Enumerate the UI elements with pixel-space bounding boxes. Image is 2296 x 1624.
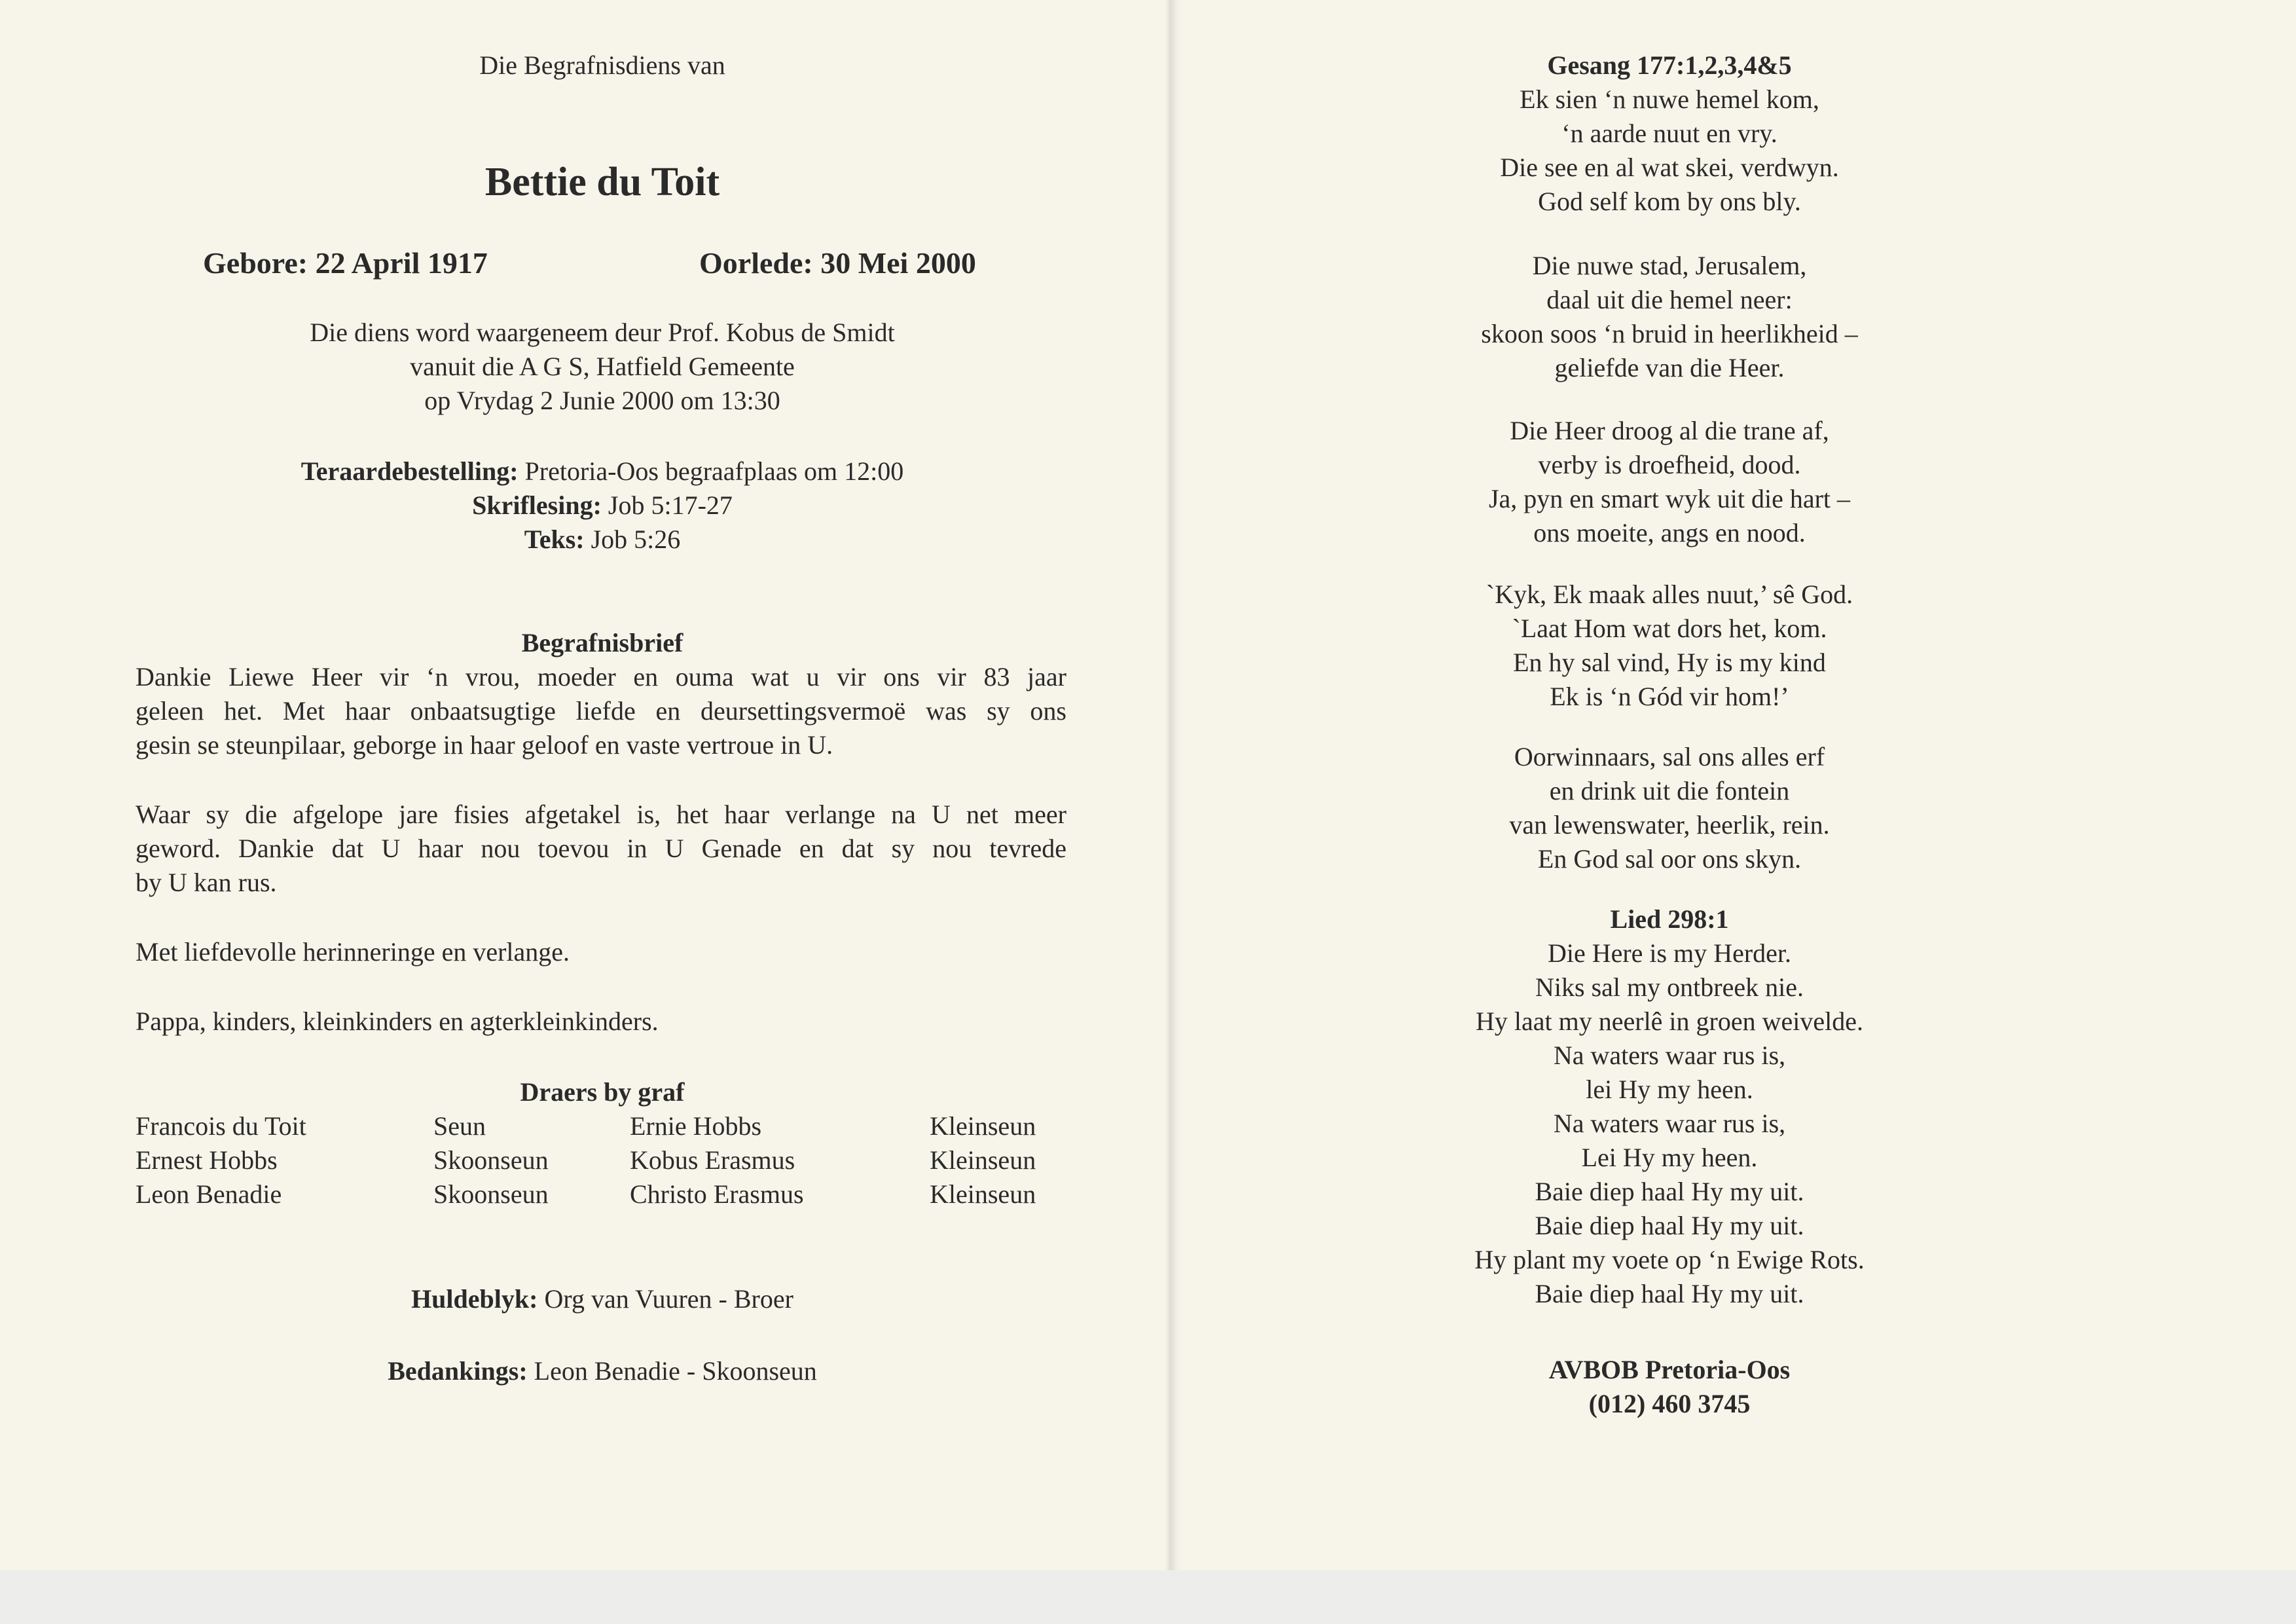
bearer-relation: Seun: [433, 1111, 486, 1141]
lyric-line: Na waters waar rus is,: [1553, 1041, 1786, 1070]
song-title: Lied 298:1: [1610, 904, 1729, 934]
paragraph-line: geleen het. Met haar onbaatsugtige liefde en deursettingsvermoë was sy ons: [136, 696, 1066, 726]
bearer-relation: Kleinseun: [930, 1111, 1036, 1141]
lyric-line: Hy plant my voete op ‘n Ewige Rots.: [1474, 1245, 1865, 1274]
paragraph-line: geword. Dankie dat U haar nou toevou in U Genade en dat sy nou tevrede: [136, 834, 1066, 863]
lyric-line: `Kyk, Ek maak alles nuut,’ sê God.: [1485, 580, 1853, 609]
letter-closing: Met liefdevolle herinneringe en verlange.: [136, 937, 570, 967]
bearer-name: Kobus Erasmus: [630, 1145, 795, 1175]
bearer-name: Ernie Hobbs: [630, 1111, 762, 1141]
page-fold: [1165, 0, 1181, 1570]
lyric-line: geliefde van die Heer.: [1554, 353, 1785, 382]
paragraph-line: gesin se steunpilaar, geborge in haar geloof en vaste vertroue in U.: [136, 730, 833, 760]
bearer-name: Francois du Toit: [136, 1111, 306, 1141]
lyric-line: daal uit die hemel neer:: [1546, 285, 1793, 314]
lyric-line: Hy laat my neerlê in groen weivelde.: [1476, 1006, 1863, 1036]
service-line: op Vrydag 2 Junie 2000 om 13:30: [424, 386, 780, 415]
lyric-line: Baie diep haal Hy my uit.: [1535, 1279, 1804, 1308]
undertaker-phone: (012) 460 3745: [1588, 1389, 1751, 1418]
hymn-stanza: [1181, 249, 2158, 385]
lyric-line: Ek is ‘n Gód vir hom!’: [1550, 682, 1789, 711]
bearer-relation: Kleinseun: [930, 1179, 1036, 1209]
thanks-value: Leon Benadie - Skoonseun: [534, 1356, 817, 1386]
lyric-line: Die Heer droog al die trane af,: [1510, 416, 1829, 445]
lyric-line: Ek sien ‘n nuwe hemel kom,: [1520, 84, 1819, 114]
thanks-label: Bedankings:: [388, 1356, 528, 1386]
hymn-stanza: [1181, 578, 2158, 714]
bearer-relation: Skoonseun: [433, 1145, 549, 1175]
bearer-name: Leon Benadie: [136, 1179, 282, 1209]
lyric-line: `Laat Hom wat dors het, kom.: [1512, 614, 1827, 643]
deceased-name: Bettie du Toit: [484, 160, 720, 204]
bearer-name: Ernest Hobbs: [136, 1145, 278, 1175]
lyric-line: en drink uit die fontein: [1549, 776, 1790, 805]
tribute-value: Org van Vuuren - Broer: [544, 1284, 793, 1314]
text-value: Job 5:26: [591, 525, 681, 554]
reading-value: Job 5:17-27: [608, 490, 733, 520]
letter-paragraph: [136, 798, 1066, 900]
intro-text: Die Begrafnisdiens van: [479, 50, 725, 80]
lyric-line: Baie diep haal Hy my uit.: [1535, 1211, 1804, 1240]
scan-margin: [0, 1570, 2296, 1624]
burial-value: Pretoria-Oos begraafplaas om 12:00: [524, 456, 904, 486]
lyric-line: ons moeite, angs en nood.: [1533, 518, 1806, 547]
paragraph-line: by U kan rus.: [136, 868, 277, 897]
reading-line: [0, 489, 1205, 523]
lyric-line: God self kom by ons bly.: [1538, 187, 1801, 216]
burial-line: [0, 454, 1205, 489]
left-page: [0, 0, 1165, 1570]
bearer-relation: Skoonseun: [433, 1179, 549, 1209]
undertaker-name: AVBOB Pretoria-Oos: [1548, 1355, 1791, 1384]
bearer-name: Christo Erasmus: [630, 1179, 804, 1209]
right-page: [1181, 0, 2296, 1570]
hymn-stanza: [1181, 414, 2158, 550]
death-date: Oorlede: 30 Mei 2000: [699, 246, 976, 280]
lyric-line: van lewenswater, heerlik, rein.: [1509, 810, 1830, 840]
service-line: vanuit die A G S, Hatfield Gemeente: [410, 352, 795, 381]
reading-label: Skriflesing:: [472, 490, 602, 520]
lyric-line: Die Here is my Herder.: [1547, 938, 1792, 968]
burial-label: Teraardebestelling:: [301, 456, 519, 486]
lyric-line: En God sal oor ons skyn.: [1537, 844, 1802, 874]
lyric-line: Baie diep haal Hy my uit.: [1535, 1177, 1804, 1206]
letter-paragraph: [136, 660, 1066, 762]
lyric-line: Lei Hy my heen.: [1581, 1143, 1758, 1172]
lyric-line: Niks sal my ontbreek nie.: [1535, 972, 1804, 1002]
hymn-stanza: [1181, 83, 2158, 219]
lyric-line: En hy sal vind, Hy is my kind: [1513, 648, 1826, 677]
text-label: Teks:: [524, 525, 585, 554]
tribute-label: Huldeblyk:: [411, 1284, 538, 1314]
lyric-line: ‘n aarde nuut en vry.: [1561, 119, 1777, 148]
lyric-line: Na waters waar rus is,: [1553, 1109, 1786, 1138]
tribute-line: [0, 1282, 1205, 1316]
paragraph-line: Waar sy die afgelope jare fisies afgetakel is, het haar verlange na U net meer: [136, 800, 1066, 829]
birth-date: Gebore: 22 April 1917: [203, 246, 488, 280]
lyric-line: skoon soos ‘n bruid in heerlikheid –: [1481, 319, 1858, 348]
service-line: Die diens word waargeneem deur Prof. Kobus de Smidt: [310, 318, 895, 347]
letter-title: Begrafnisbrief: [521, 628, 683, 657]
lyric-line: Die nuwe stad, Jerusalem,: [1532, 251, 1807, 280]
lyric-line: verby is droefheid, dood.: [1538, 450, 1801, 479]
paragraph-line: Dankie Liewe Heer vir ‘n vrou, moeder en ouma wat u vir ons vir 83 jaar: [136, 662, 1066, 692]
lyric-line: Die see en al wat skei, verdwyn.: [1500, 153, 1839, 182]
text-line: [0, 523, 1205, 557]
letter-signature: Pappa, kinders, kleinkinders en agterkleinkinders.: [136, 1006, 659, 1036]
bearers-title: Draers by graf: [520, 1077, 685, 1107]
lyric-line: lei Hy my heen.: [1586, 1075, 1753, 1104]
thanks-line: [0, 1354, 1205, 1388]
hymn-title: Gesang 177:1,2,3,4&5: [1547, 50, 1792, 80]
bearer-relation: Kleinseun: [930, 1145, 1036, 1175]
lyric-line: Ja, pyn en smart wyk uit die hart –: [1488, 484, 1851, 513]
lyric-line: Oorwinnaars, sal ons alles erf: [1514, 742, 1825, 771]
hymn-stanza: [1181, 740, 2158, 876]
song-lyrics: [1181, 936, 2158, 1311]
service-info: [0, 316, 1205, 418]
service-details: [0, 454, 1205, 557]
